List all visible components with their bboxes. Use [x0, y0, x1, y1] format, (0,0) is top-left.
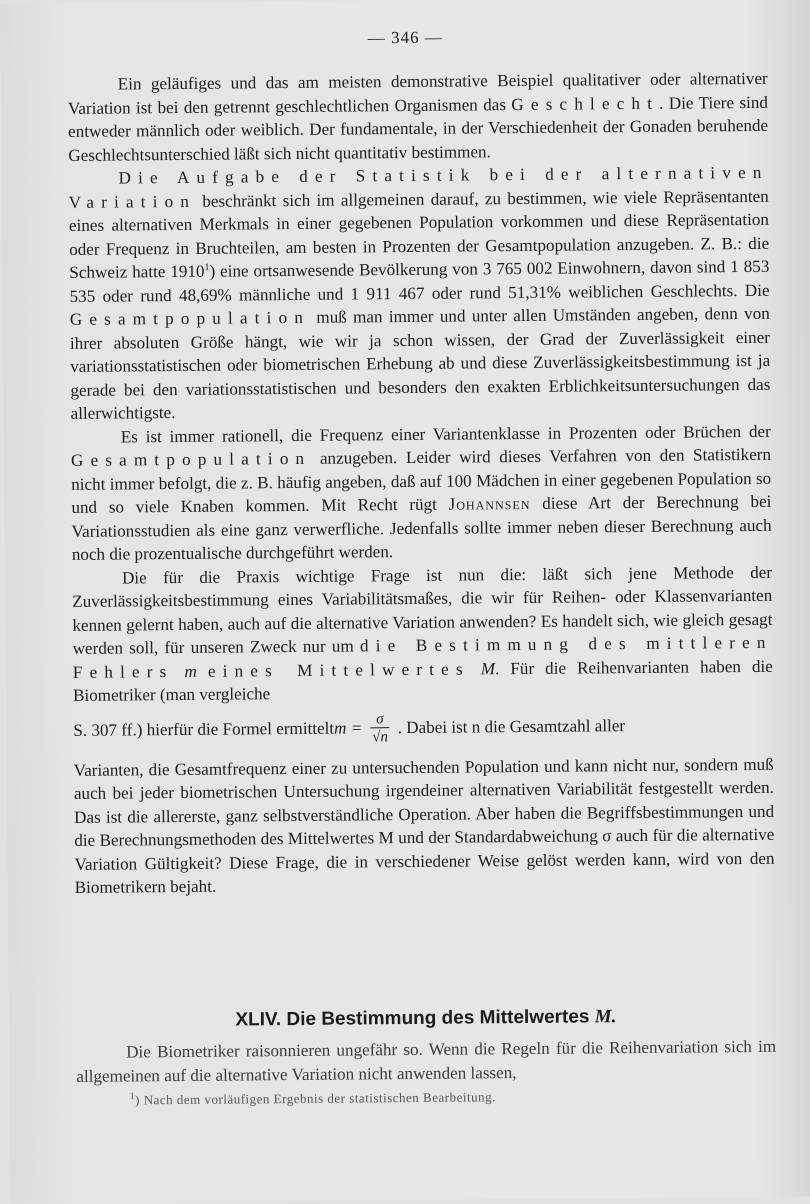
symbol-M: M	[480, 658, 496, 678]
section-heading-symbol: M.	[594, 1006, 617, 1028]
p2-spaced-b: Gesamtpopulation	[69, 307, 311, 329]
formula-denominator: √n	[372, 728, 388, 745]
p2-text-c: muß man immer und unter allen Umständen angeben, denn von ihrer absoluten Größe hängt, wie wir ja schon wissen, der Grad der Zuverlässigkeit einer variationsstatistischen oder biometrischen Erhebung ab und diese Zuverlässigkeitsbestimmung ist ja gerade bei den variationsstatistischen und besonders den exakten Erblichkeitsuntersuchungen das allerwichtigste.	[69, 303, 771, 423]
p3-spaced: Gesamtpopulation	[70, 448, 312, 470]
footnote-ref: 1	[204, 262, 210, 274]
paragraph-4	[72, 560, 773, 707]
p1-text-a: Ein geläufiges und das am meisten demonstrative Beispiel qualitativer oder alternativer Variation ist bei den getrennt geschlechtlichen Organismen das	[67, 68, 768, 118]
paragraph-1	[68, 67, 769, 167]
formula-fraction	[370, 711, 390, 746]
p4-text-b: . Für die Reihenvarianten haben die Biometriker (man vergleiche	[72, 656, 773, 705]
p1-spaced: Geschlecht	[511, 93, 660, 114]
main-text	[68, 67, 775, 900]
formula-post: . Dabei ist n die Gesamtzahl aller	[397, 716, 626, 738]
p2-text-b: ) eine ortsanwesende Bevölkerung von 3 765 002 Einwohnern, davon sind 1 853 535 oder rund 48,69% männliche und 1 911 467 oder rund 51,31% weiblichen Geschlechts. Die	[69, 256, 770, 306]
formula-pre: S. 307 ff.) hierfür die Formel ermittelt	[73, 718, 335, 741]
p4-text-c: Varianten, die Gesamtfrequenz einer zu untersuchenden Population und kann nicht nur, sondern muß auch bei jeder biometrischen Untersuchung irgendeiner alternativen Variabilität festgestellt werden. Das ist die allererste, ganz selbstverständliche Operation. Aber haben die Begriffsbestimmungen und die Berechnungsmethoden des Mittelwertes M und der Standardabweichung σ auch für die alternative Variation Gültigkeit? Diese Frage, die in verschiedener Weise gelöst werden kann, wird von den Biometrikern bejaht.	[73, 754, 775, 897]
formula-lhs: m =	[334, 718, 363, 738]
paragraph-2	[68, 161, 770, 426]
section-heading	[76, 1005, 776, 1033]
paragraph-5: Die Biometriker raisonnieren ungefähr so. Wenn die Regeln für die Reihenvariation sich im allgemeinen auf die alternative Variation nicht anwenden lassen,	[76, 1036, 777, 1086]
formula-numerator: σ	[370, 711, 390, 728]
footnote-text: ) Nach dem vorläufigen Ergebnis der statistischen Bearbeitung.	[135, 1089, 496, 1108]
p4-spaced-b: eines Mittelwertes	[207, 658, 470, 681]
p4-text-a: Die für die Praxis wichtige Frage ist nun die: läßt sich jene Methode der Zuverlässigkeitsbestimmung eines Variabilitätsmaßes, die wir für Reihen- oder Klassenvarianten kennen gelernt haben, auch auf die alternative Variation anwenden? Es handelt sich, wie gleich gesagt werden soll, für unseren Zweck nur um	[72, 562, 773, 658]
page-number: — 346 —	[367, 27, 443, 48]
p3-text-b: anzugeben. Leider wird dieses Verfahren von den Statistikern nicht immer befolgt, die z. B. häufig angeben, daß auf 100 Mädchen in einer gegebenen Population so und so viele Knaben kommen. Mit Recht rügt	[71, 444, 772, 517]
footnote	[130, 1089, 496, 1108]
p1-text-b: . Die Tiere sind entweder männlich oder weiblich. Der fundamentale, in der Verschiedenheit der Gonaden beruhende Geschlechtsunterschied läßt sich nicht quantitativ bestimmen.	[68, 92, 769, 165]
paragraph-4-continued	[74, 752, 775, 899]
symbol-m: m	[184, 661, 197, 681]
p2-spaced-a: Die Aufgabe der Statistik bei der alternativen Variation	[68, 162, 769, 212]
p3-text-c: diese Art der Berechnung bei Variationsstudien als eine ganz verwerfliche. Jedenfalls sollte immer neben dieser Berechnung auch noch die prozentualische durchgeführt werden.	[71, 491, 772, 564]
footnote-mark: 1	[129, 1091, 136, 1103]
after-heading-text	[76, 1035, 776, 1088]
paragraph-3	[71, 419, 772, 566]
author-name: Johannsen	[448, 493, 531, 514]
section-heading-text: XLIV. Die Bestimmung des Mittelwertes	[235, 1006, 595, 1031]
p4-spaced-a: die Bestimmung des mittleren Fehlers	[72, 632, 773, 682]
p2-text-a: beschränkt sich im allgemeinen darauf, zu bestimmen, wie viele Repräsentanten eines alternativen Merkmals in einer gegebenen Population vorkommen und diese Repräsentation oder Frequenz in Bruchteilen, am besten in Prozenten der Gesamtpopulation anzugeben. Z. B.: die Schweiz hatte 1910	[68, 186, 770, 282]
p3-text-a: Es ist immer rationell, die Frequenz einer Variantenklasse in Prozenten oder Brüchen der	[120, 421, 771, 446]
formula-line	[73, 707, 773, 748]
